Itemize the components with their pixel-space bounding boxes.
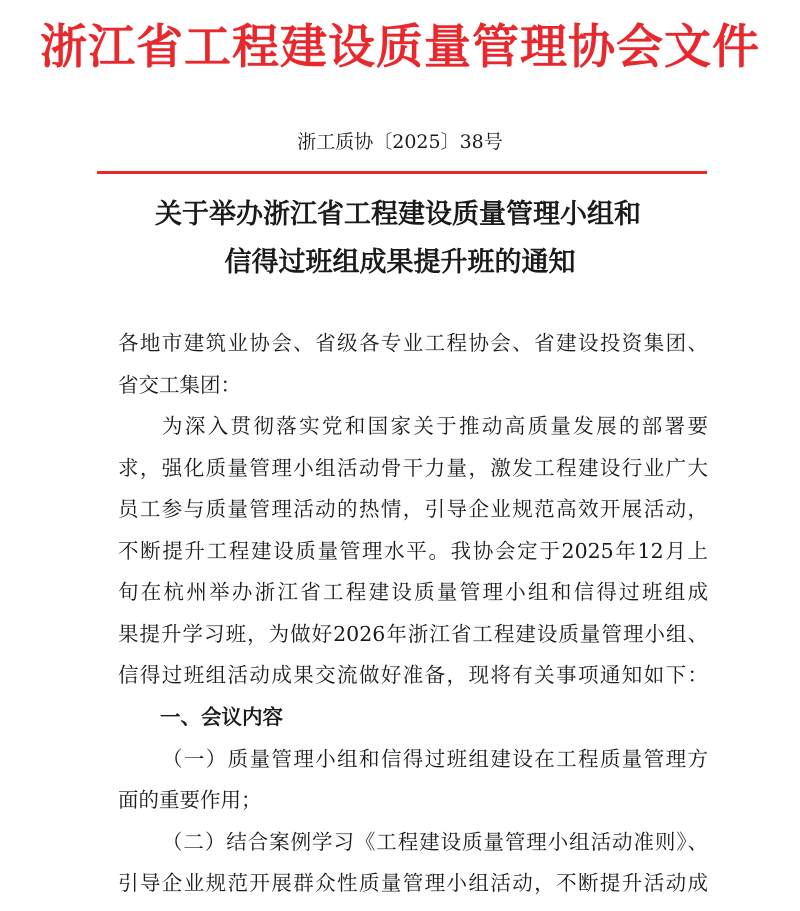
addressee-line-1: 各地市建筑业协会、省级各专业工程协会、省建设投资集团、: [118, 331, 708, 355]
notice-title-line-1: 关于举办浙江省工程建设质量管理小组和: [155, 199, 641, 230]
header-title: 浙江省工程建设质量管理协会文件: [40, 20, 760, 75]
paragraph-line: 为深入贯彻落实党和国家关于推动高质量发展的部署要: [162, 414, 708, 438]
paragraph-line: 员工参与质量管理活动的热情，引导企业规范高效开展活动，: [118, 497, 708, 521]
paragraph-line: 旬在杭州举办浙江省工程建设质量管理小组和信得过班组成: [118, 580, 708, 604]
list-item-line: 引导企业规范开展群众性质量管理小组活动，不断提升活动成: [118, 871, 708, 895]
paragraph-line: 求，强化质量管理小组活动骨干力量，激发工程建设行业广大: [118, 456, 708, 480]
paragraph-line: 信得过班组活动成果交流做好准备，现将有关事项通知如下：: [118, 663, 708, 687]
document-number: 浙工质协〔2025〕38号: [297, 131, 503, 153]
section-heading: 一、会议内容: [160, 705, 283, 729]
list-item-line: （二）结合案例学习《工程建设质量管理小组活动准则》、: [162, 830, 708, 854]
addressee-line-2: 省交工集团：: [118, 373, 241, 397]
red-divider: [97, 171, 707, 174]
list-item-line: （一）质量管理小组和信得过班组建设在工程质量管理方: [162, 747, 708, 771]
paragraph-line: 果提升学习班，为做好2026年浙江省工程建设质量管理小组、: [118, 622, 708, 646]
notice-title-line-2: 信得过班组成果提升班的通知: [224, 247, 576, 278]
list-item-line: 面的重要作用；: [118, 788, 262, 812]
paragraph-line: 不断提升工程建设质量管理水平。我协会定于2025年12月上: [118, 539, 708, 563]
